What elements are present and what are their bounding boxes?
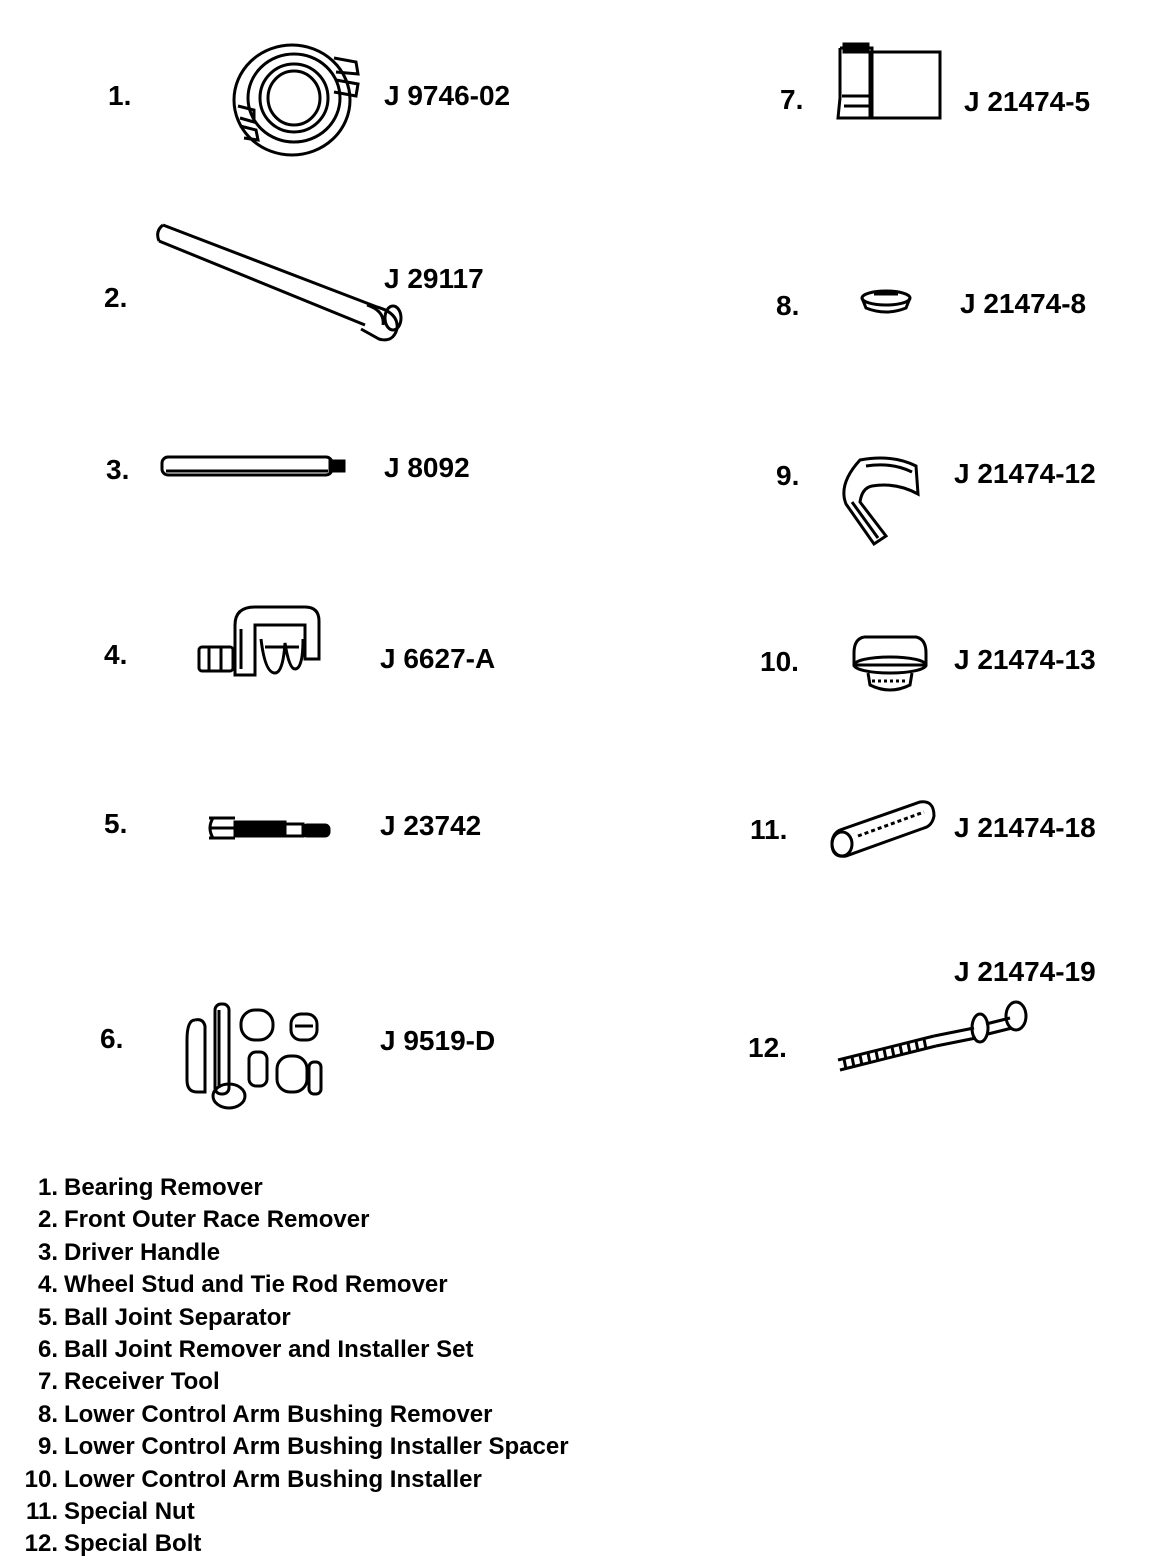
legend-item: [8, 1399, 708, 1431]
tool-number-8: 8.: [776, 290, 800, 321]
tool-part-7: J 21474-5: [964, 86, 1091, 117]
legend-number: 6.: [37, 1335, 58, 1363]
legend-name: Special Bolt: [64, 1530, 202, 1558]
legend-name: Bearing Remover: [64, 1174, 263, 1201]
tool-number-6: 6.: [100, 1023, 124, 1054]
legend-name: Ball Joint Separator: [64, 1303, 291, 1331]
receiver-tool-icon: [830, 42, 946, 122]
legend-number: 3.: [37, 1238, 58, 1266]
driver-handle-icon: [160, 453, 350, 481]
legend-item: [8, 1366, 708, 1398]
tool-part-5: J 23742: [380, 810, 482, 841]
tool-number-7: 7.: [780, 84, 804, 115]
legend-name: Front Outer Race Remover: [64, 1206, 370, 1234]
legend-item: [8, 1204, 708, 1236]
legend-item: [8, 1172, 708, 1204]
tool-part-3: J 8092: [384, 452, 470, 483]
race-remover-icon: [155, 215, 410, 345]
tool-part-10: J 21474-13: [954, 644, 1096, 675]
legend-number: 7.: [37, 1368, 58, 1396]
legend-item: [8, 1528, 708, 1560]
installer-spacer-icon: [836, 452, 928, 547]
legend-item: [8, 1302, 708, 1334]
tool-legend: [8, 1172, 708, 1561]
legend-name: Ball Joint Remover and Installer Set: [64, 1335, 474, 1363]
legend-number: 10.: [24, 1465, 58, 1493]
tool-number-9: 9.: [776, 460, 800, 491]
tool-number-4: 4.: [104, 639, 128, 670]
legend-item: [8, 1237, 708, 1269]
tool-number-12: 12.: [748, 1032, 787, 1063]
legend-number: 1.: [37, 1174, 58, 1201]
tool-part-2: J 29117: [384, 263, 484, 294]
legend-number: 5.: [37, 1303, 58, 1331]
tool-part-4: J 6627-A: [380, 643, 496, 674]
tool-number-2: 2.: [104, 282, 128, 313]
legend-name: Special Nut: [64, 1497, 195, 1525]
tool-part-11: J 21474-18: [954, 812, 1096, 843]
legend-name: Driver Handle: [64, 1238, 221, 1266]
legend-item: [8, 1269, 708, 1301]
stud-remover-icon: [195, 603, 325, 678]
tool-part-12: J 21474-19: [954, 956, 1096, 987]
legend-number: 8.: [37, 1400, 58, 1428]
tool-part-1: J 9746-02: [384, 80, 511, 111]
tool-part-9: J 21474-12: [954, 458, 1096, 489]
legend-name: Lower Control Arm Bushing Installer Spacer: [64, 1433, 569, 1461]
tool-number-5: 5.: [104, 808, 128, 839]
legend-number: 12.: [24, 1530, 58, 1558]
legend-name: Lower Control Arm Bushing Remover: [64, 1400, 493, 1428]
bushing-remover-icon: [858, 288, 914, 318]
tool-number-11: 11.: [750, 814, 788, 845]
tool-part-8: J 21474-8: [960, 288, 1087, 319]
legend-name: Receiver Tool: [64, 1368, 220, 1396]
tool-number-10: 10.: [760, 646, 799, 677]
legend-number: 9.: [37, 1433, 58, 1461]
ball-joint-set-icon: [183, 1000, 328, 1115]
special-nut-icon: [828, 796, 940, 861]
legend-item: [8, 1464, 708, 1496]
special-bolt-icon: [834, 998, 1030, 1080]
legend-name: Lower Control Arm Bushing Installer: [64, 1465, 482, 1493]
bearing-remover-icon: [228, 40, 363, 158]
legend-item: [8, 1431, 708, 1463]
tool-number-3: 3.: [106, 454, 130, 485]
bushing-installer-icon: [850, 633, 930, 695]
ball-joint-separator-icon: [205, 812, 337, 846]
tool-number-1: 1.: [108, 80, 132, 111]
legend-number: 11.: [25, 1497, 58, 1525]
tool-part-6: J 9519-D: [380, 1025, 496, 1056]
legend-item: [8, 1334, 708, 1366]
legend-number: 4.: [37, 1271, 58, 1299]
legend-name: Wheel Stud and Tie Rod Remover: [64, 1271, 448, 1299]
legend-number: 2.: [37, 1206, 58, 1234]
legend-item: [8, 1496, 708, 1528]
